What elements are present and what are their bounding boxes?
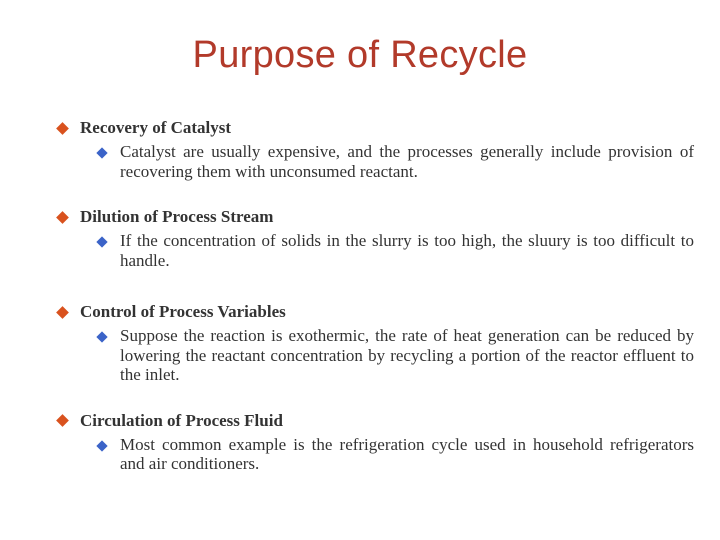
- section-heading-row: [54, 116, 694, 140]
- sub-bullet-row: [54, 326, 694, 385]
- sub-bullet-row: [54, 142, 694, 181]
- section-heading-row: [54, 205, 694, 229]
- section-recovery-of-catalyst: [54, 116, 694, 181]
- orange-diamond-bullet-icon: [56, 306, 69, 319]
- sub-bullet-text: Catalyst are usually expensive, and the processes generally include provision of recovering them with unconsumed reactant.: [120, 142, 694, 181]
- sub-bullet-row: [54, 231, 694, 270]
- bullet-list: [54, 116, 694, 498]
- blue-diamond-bullet-icon: [96, 147, 107, 158]
- orange-diamond-bullet-icon: [56, 414, 69, 427]
- sub-bullet-row: [54, 435, 694, 474]
- section-heading: Recovery of Catalyst: [80, 118, 232, 137]
- section-heading: Dilution of Process Stream: [80, 207, 274, 226]
- section-dilution-of-process-stream: [54, 205, 694, 270]
- blue-diamond-bullet-icon: [96, 236, 107, 247]
- sub-bullet-text: Most common example is the refrigeration cycle used in household refrigerators and air conditioners.: [120, 434, 694, 473]
- section-heading-row: [54, 300, 694, 324]
- sub-bullet-text: If the concentration of solids in the slurry is too high, the sluury is too difficult to handle.: [120, 231, 694, 270]
- orange-diamond-bullet-icon: [56, 122, 69, 135]
- section-circulation-of-process-fluid: [54, 409, 694, 474]
- section-heading-row: [54, 409, 694, 433]
- section-heading: Control of Process Variables: [80, 302, 286, 321]
- slide-title: Purpose of Recycle: [192, 34, 528, 76]
- sub-bullet-text: Suppose the reaction is exothermic, the rate of heat generation can be reduced by lowering the reactant concentration by recycling a portion of the reactor effluent to the inlet.: [120, 326, 694, 384]
- section-heading: Circulation of Process Fluid: [80, 410, 283, 430]
- orange-diamond-bullet-icon: [56, 211, 69, 224]
- blue-diamond-bullet-icon: [96, 440, 107, 451]
- section-control-of-process-variables: [54, 300, 694, 385]
- blue-diamond-bullet-icon: [96, 331, 107, 342]
